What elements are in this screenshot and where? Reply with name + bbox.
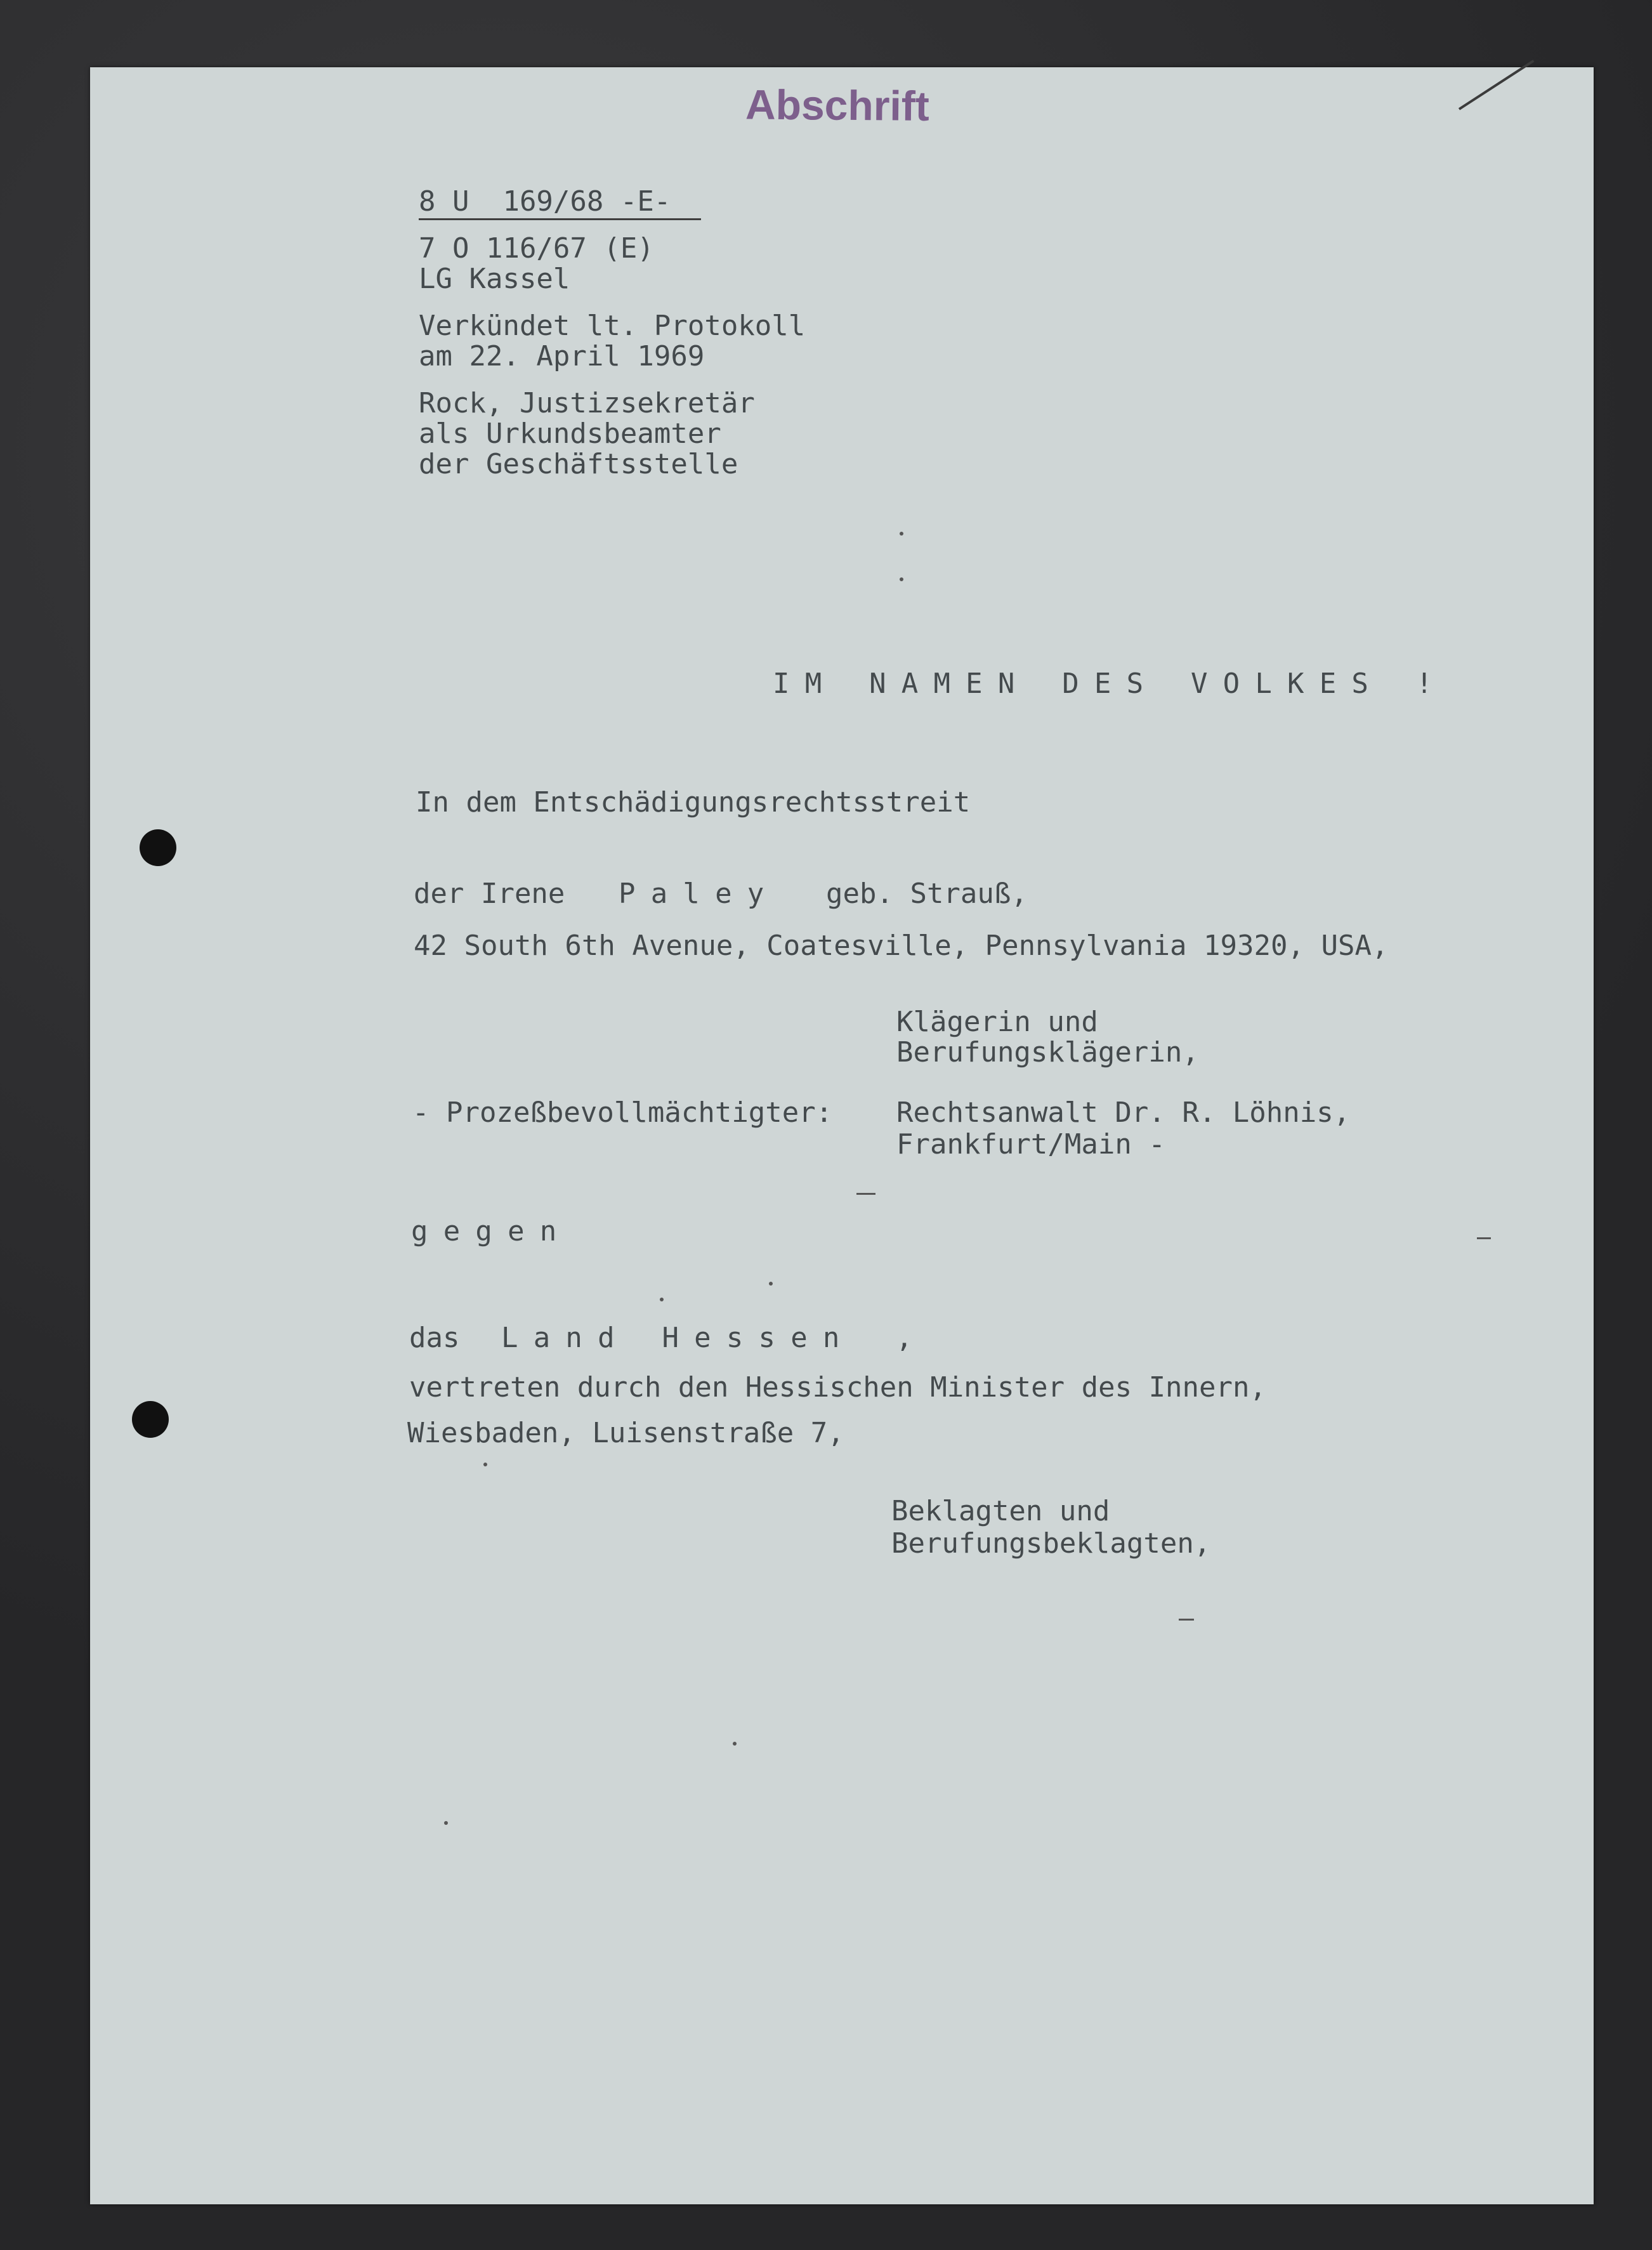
clerk-line-1: Rock, Justizsekretär (419, 387, 755, 419)
plaintiff-address: 42 South 6th Avenue, Coatesville, Pennsylvania 19320, USA, (414, 930, 1389, 962)
paper-speck (769, 1282, 773, 1286)
clerk-line-2: als Urkundsbeamter (419, 418, 721, 450)
clerk-line-3: der Geschäftsstelle (419, 448, 738, 480)
counsel-label: - Prozeßbevollmächtigter: (412, 1096, 833, 1129)
defendant-address: Wiesbaden, Luisenstraße 7, (407, 1417, 844, 1449)
paper-speck (900, 532, 903, 536)
lower-court-number: 7 O 116/67 (E) (419, 232, 654, 265)
defendant-role-2: Berufungsbeklagten, (891, 1527, 1211, 1560)
paper-mark (856, 1193, 875, 1195)
paper-mark (1179, 1619, 1194, 1621)
paper-speck (483, 1463, 487, 1466)
punch-hole-bottom (132, 1401, 169, 1438)
defendant-representative: vertreten durch den Hessischen Minister des Innern, (409, 1371, 1267, 1404)
case-number-underline (419, 218, 701, 220)
paper-speck (444, 1821, 448, 1825)
abschrift-stamp: Abschrift (745, 81, 930, 129)
punch-hole-top (140, 829, 176, 866)
paper-speck (660, 1298, 664, 1301)
announced-line-2: am 22. April 1969 (419, 340, 705, 372)
versus-word: gegen (411, 1215, 572, 1247)
plaintiff-prefix: der Irene (414, 878, 565, 910)
document-page (90, 67, 1594, 2204)
defendant-name: Land Hessen (501, 1322, 855, 1354)
intro-line: In dem Entschädigungsrechtsstreit (416, 786, 971, 819)
plaintiff-suffix: geb. Strauß, (826, 878, 1028, 910)
defendant-prefix: das (409, 1322, 460, 1354)
case-number: 8 U 169/68 -E- (419, 185, 671, 218)
announced-line-1: Verkündet lt. Protokoll (419, 310, 806, 342)
defendant-comma: , (896, 1322, 913, 1354)
judgment-title: IM NAMEN DES VOLKES ! (773, 668, 1448, 700)
defendant-role-1: Beklagten und (891, 1495, 1110, 1527)
lower-court: LG Kassel (419, 263, 570, 295)
counsel-name: Rechtsanwalt Dr. R. Löhnis, (896, 1096, 1351, 1129)
counsel-city: Frankfurt/Main - (896, 1128, 1165, 1161)
paper-mark (1477, 1237, 1491, 1239)
paper-speck (900, 577, 903, 581)
plaintiff-role-1: Klägerin und (896, 1006, 1098, 1038)
plaintiff-role-2: Berufungsklägerin, (896, 1036, 1199, 1069)
plaintiff-surname: Paley (619, 878, 780, 910)
paper-speck (733, 1742, 737, 1746)
